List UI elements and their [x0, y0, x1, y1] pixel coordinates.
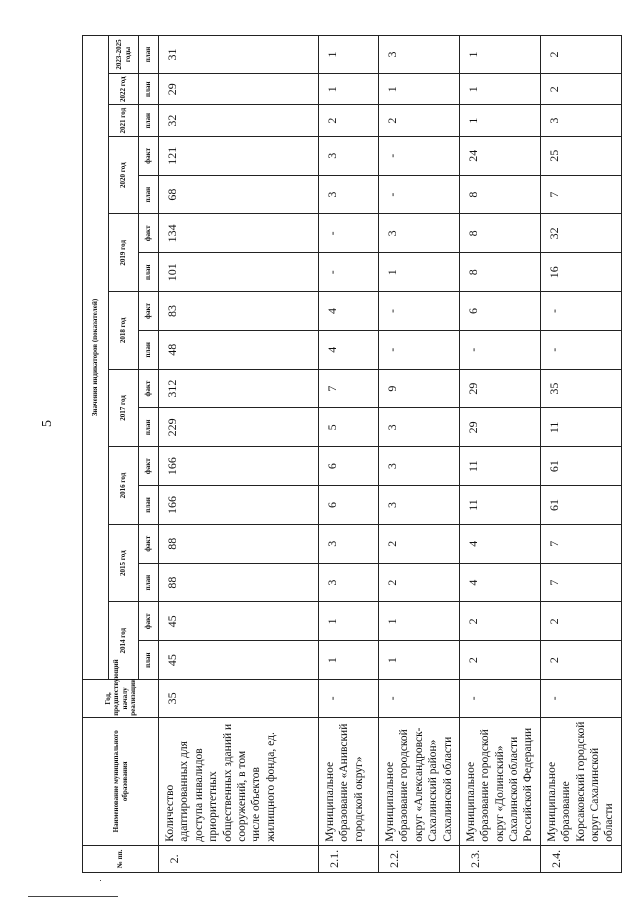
fact-value: 3 — [379, 214, 460, 253]
rotated-table-container — [82, 35, 616, 873]
fact-value: 25 — [540, 136, 621, 175]
header-plan: план — [139, 486, 159, 525]
fact-value: - — [379, 136, 460, 175]
header-plan: план — [139, 73, 159, 104]
row-number: 2.3. — [459, 845, 540, 872]
fact-value: 6 — [319, 447, 379, 486]
plan-value: 8 — [459, 175, 540, 214]
header-fact: факт — [139, 214, 159, 253]
plan-value: 7 — [540, 563, 621, 602]
header-fact: факт — [139, 292, 159, 331]
fact-value: 83 — [159, 292, 319, 331]
fact-value: 134 — [159, 214, 319, 253]
plan-value: 3 — [540, 105, 621, 136]
year-before-value: - — [540, 680, 621, 718]
plan-value: 16 — [540, 253, 621, 292]
municipality-name: Муниципальное образование «Анивский городской округ» — [319, 717, 379, 845]
header-plan: план — [139, 408, 159, 447]
fact-value: 29 — [459, 369, 540, 408]
header-year-plan-only: 2022 год — [109, 73, 139, 104]
header-indicators-group: Значения индикаторов (показателей) — [83, 36, 109, 680]
plan-value: 1 — [319, 73, 379, 104]
municipality-name: Муниципальное образование Корсаковский городской округ Сахалинской области — [540, 717, 621, 845]
header-fact: факт — [139, 369, 159, 408]
fact-value: 32 — [540, 214, 621, 253]
plan-value: 1 — [459, 36, 540, 74]
fact-value: 7 — [319, 369, 379, 408]
fact-value: 35 — [540, 369, 621, 408]
fact-value: 166 — [159, 447, 319, 486]
row-number: 2.1. — [319, 845, 379, 872]
plan-value: 2 — [540, 641, 621, 680]
plan-value: - — [379, 175, 460, 214]
table-row — [540, 36, 621, 873]
plan-value: 101 — [159, 253, 319, 292]
year-before-value: 35 — [159, 680, 319, 718]
plan-value: 6 — [319, 486, 379, 525]
fact-value: 2 — [540, 602, 621, 641]
fact-value: 1 — [379, 602, 460, 641]
plan-value: 1 — [379, 641, 460, 680]
header-year: 2020 год — [109, 136, 139, 214]
plan-value: 2 — [379, 105, 460, 136]
plan-value: 29 — [159, 73, 319, 104]
plan-value: 11 — [540, 408, 621, 447]
table-row — [159, 36, 319, 873]
plan-value: 8 — [459, 253, 540, 292]
row-number: 2.4. — [540, 845, 621, 872]
table-row — [459, 36, 540, 873]
fact-value: 312 — [159, 369, 319, 408]
fact-value: 3 — [379, 447, 460, 486]
header-year: 2017 год — [109, 369, 139, 447]
fact-value: 8 — [459, 214, 540, 253]
fact-value: 7 — [540, 524, 621, 563]
header-fact: факт — [139, 602, 159, 641]
plan-value: 48 — [159, 330, 319, 369]
plan-value: 229 — [159, 408, 319, 447]
fact-value: 1 — [319, 602, 379, 641]
header-fact: факт — [139, 524, 159, 563]
header-plan: план — [139, 36, 159, 74]
scan-artifact — [100, 880, 101, 881]
fact-value: 24 — [459, 136, 540, 175]
header-year: 2015 год — [109, 524, 139, 602]
header-year: 2014 год — [109, 602, 139, 680]
page-number: 5 — [40, 420, 55, 427]
row-number: 2.2. — [379, 845, 460, 872]
row-number: 2. — [159, 845, 319, 872]
plan-value: 31 — [159, 36, 319, 74]
header-plan: план — [139, 105, 159, 136]
header-plan: план — [139, 253, 159, 292]
fact-value: 3 — [319, 136, 379, 175]
plan-value: 3 — [319, 175, 379, 214]
plan-value: 2 — [379, 563, 460, 602]
scan-artifact — [28, 896, 118, 897]
plan-value: 2 — [540, 36, 621, 74]
municipality-name: Количество адаптированных для доступа инвалидов приоритетных общественных зданий и сооружений, в том числе объектов жилищного фонда, ед. — [159, 717, 319, 845]
fact-value: 61 — [540, 447, 621, 486]
header-fact: факт — [139, 136, 159, 175]
plan-value: 3 — [379, 408, 460, 447]
plan-value: 1 — [379, 253, 460, 292]
plan-value: 29 — [459, 408, 540, 447]
header-number: № пп. — [83, 845, 159, 872]
fact-value: - — [379, 292, 460, 331]
municipality-name: Муниципальное образование городской округ «Долинский» Сахалинской области Российской Федерации — [459, 717, 540, 845]
year-before-value: - — [459, 680, 540, 718]
year-before-value: - — [319, 680, 379, 718]
fact-value: 9 — [379, 369, 460, 408]
header-year: 2018 год — [109, 292, 139, 370]
table-row — [319, 36, 379, 873]
plan-value: 45 — [159, 641, 319, 680]
plan-value: - — [540, 330, 621, 369]
fact-value: 4 — [459, 524, 540, 563]
header-plan: план — [139, 175, 159, 214]
header-year-before: Год, предшествующий началу реализации — [83, 680, 159, 718]
fact-value: - — [319, 214, 379, 253]
plan-value: 11 — [459, 486, 540, 525]
plan-value: - — [459, 330, 540, 369]
plan-value: 88 — [159, 563, 319, 602]
header-year: 2019 год — [109, 214, 139, 292]
plan-value: 2 — [319, 105, 379, 136]
header-plan: план — [139, 641, 159, 680]
plan-value: 32 — [159, 105, 319, 136]
plan-value: - — [379, 330, 460, 369]
fact-value: 121 — [159, 136, 319, 175]
table-row — [379, 36, 460, 873]
plan-value: 5 — [319, 408, 379, 447]
fact-value: 11 — [459, 447, 540, 486]
header-plan: план — [139, 563, 159, 602]
plan-value: 2 — [459, 641, 540, 680]
plan-value: 3 — [319, 563, 379, 602]
table-body — [159, 36, 622, 873]
plan-value: 4 — [319, 330, 379, 369]
header-plan: план — [139, 330, 159, 369]
municipality-name: Муниципальное образование городской округ «Александровск-Сахалинский район» Сахалинской области — [379, 717, 460, 845]
plan-value: 4 — [459, 563, 540, 602]
fact-value: 88 — [159, 524, 319, 563]
header-year-plan-only: 2021 год — [109, 105, 139, 136]
fact-value: 3 — [319, 524, 379, 563]
header-fact: факт — [139, 447, 159, 486]
header-year-plan-only: 2023-2025 годы — [109, 36, 139, 74]
plan-value: 166 — [159, 486, 319, 525]
plan-value: 2 — [540, 73, 621, 104]
plan-value: 1 — [379, 73, 460, 104]
year-before-value: - — [379, 680, 460, 718]
plan-value: 61 — [540, 486, 621, 525]
fact-value: 2 — [459, 602, 540, 641]
fact-value: 4 — [319, 292, 379, 331]
plan-value: 1 — [319, 36, 379, 74]
fact-value: - — [540, 292, 621, 331]
fact-value: 6 — [459, 292, 540, 331]
plan-value: 7 — [540, 175, 621, 214]
header-municipality-name: Наименование муниципального образования — [83, 717, 159, 845]
plan-value: 1 — [319, 641, 379, 680]
indicator-table — [82, 35, 622, 873]
plan-value: - — [319, 253, 379, 292]
fact-value: 45 — [159, 602, 319, 641]
plan-value: 3 — [379, 36, 460, 74]
plan-value: 1 — [459, 73, 540, 104]
plan-value: 3 — [379, 486, 460, 525]
plan-value: 68 — [159, 175, 319, 214]
plan-value: 1 — [459, 105, 540, 136]
header-year: 2016 год — [109, 447, 139, 525]
fact-value: 2 — [379, 524, 460, 563]
